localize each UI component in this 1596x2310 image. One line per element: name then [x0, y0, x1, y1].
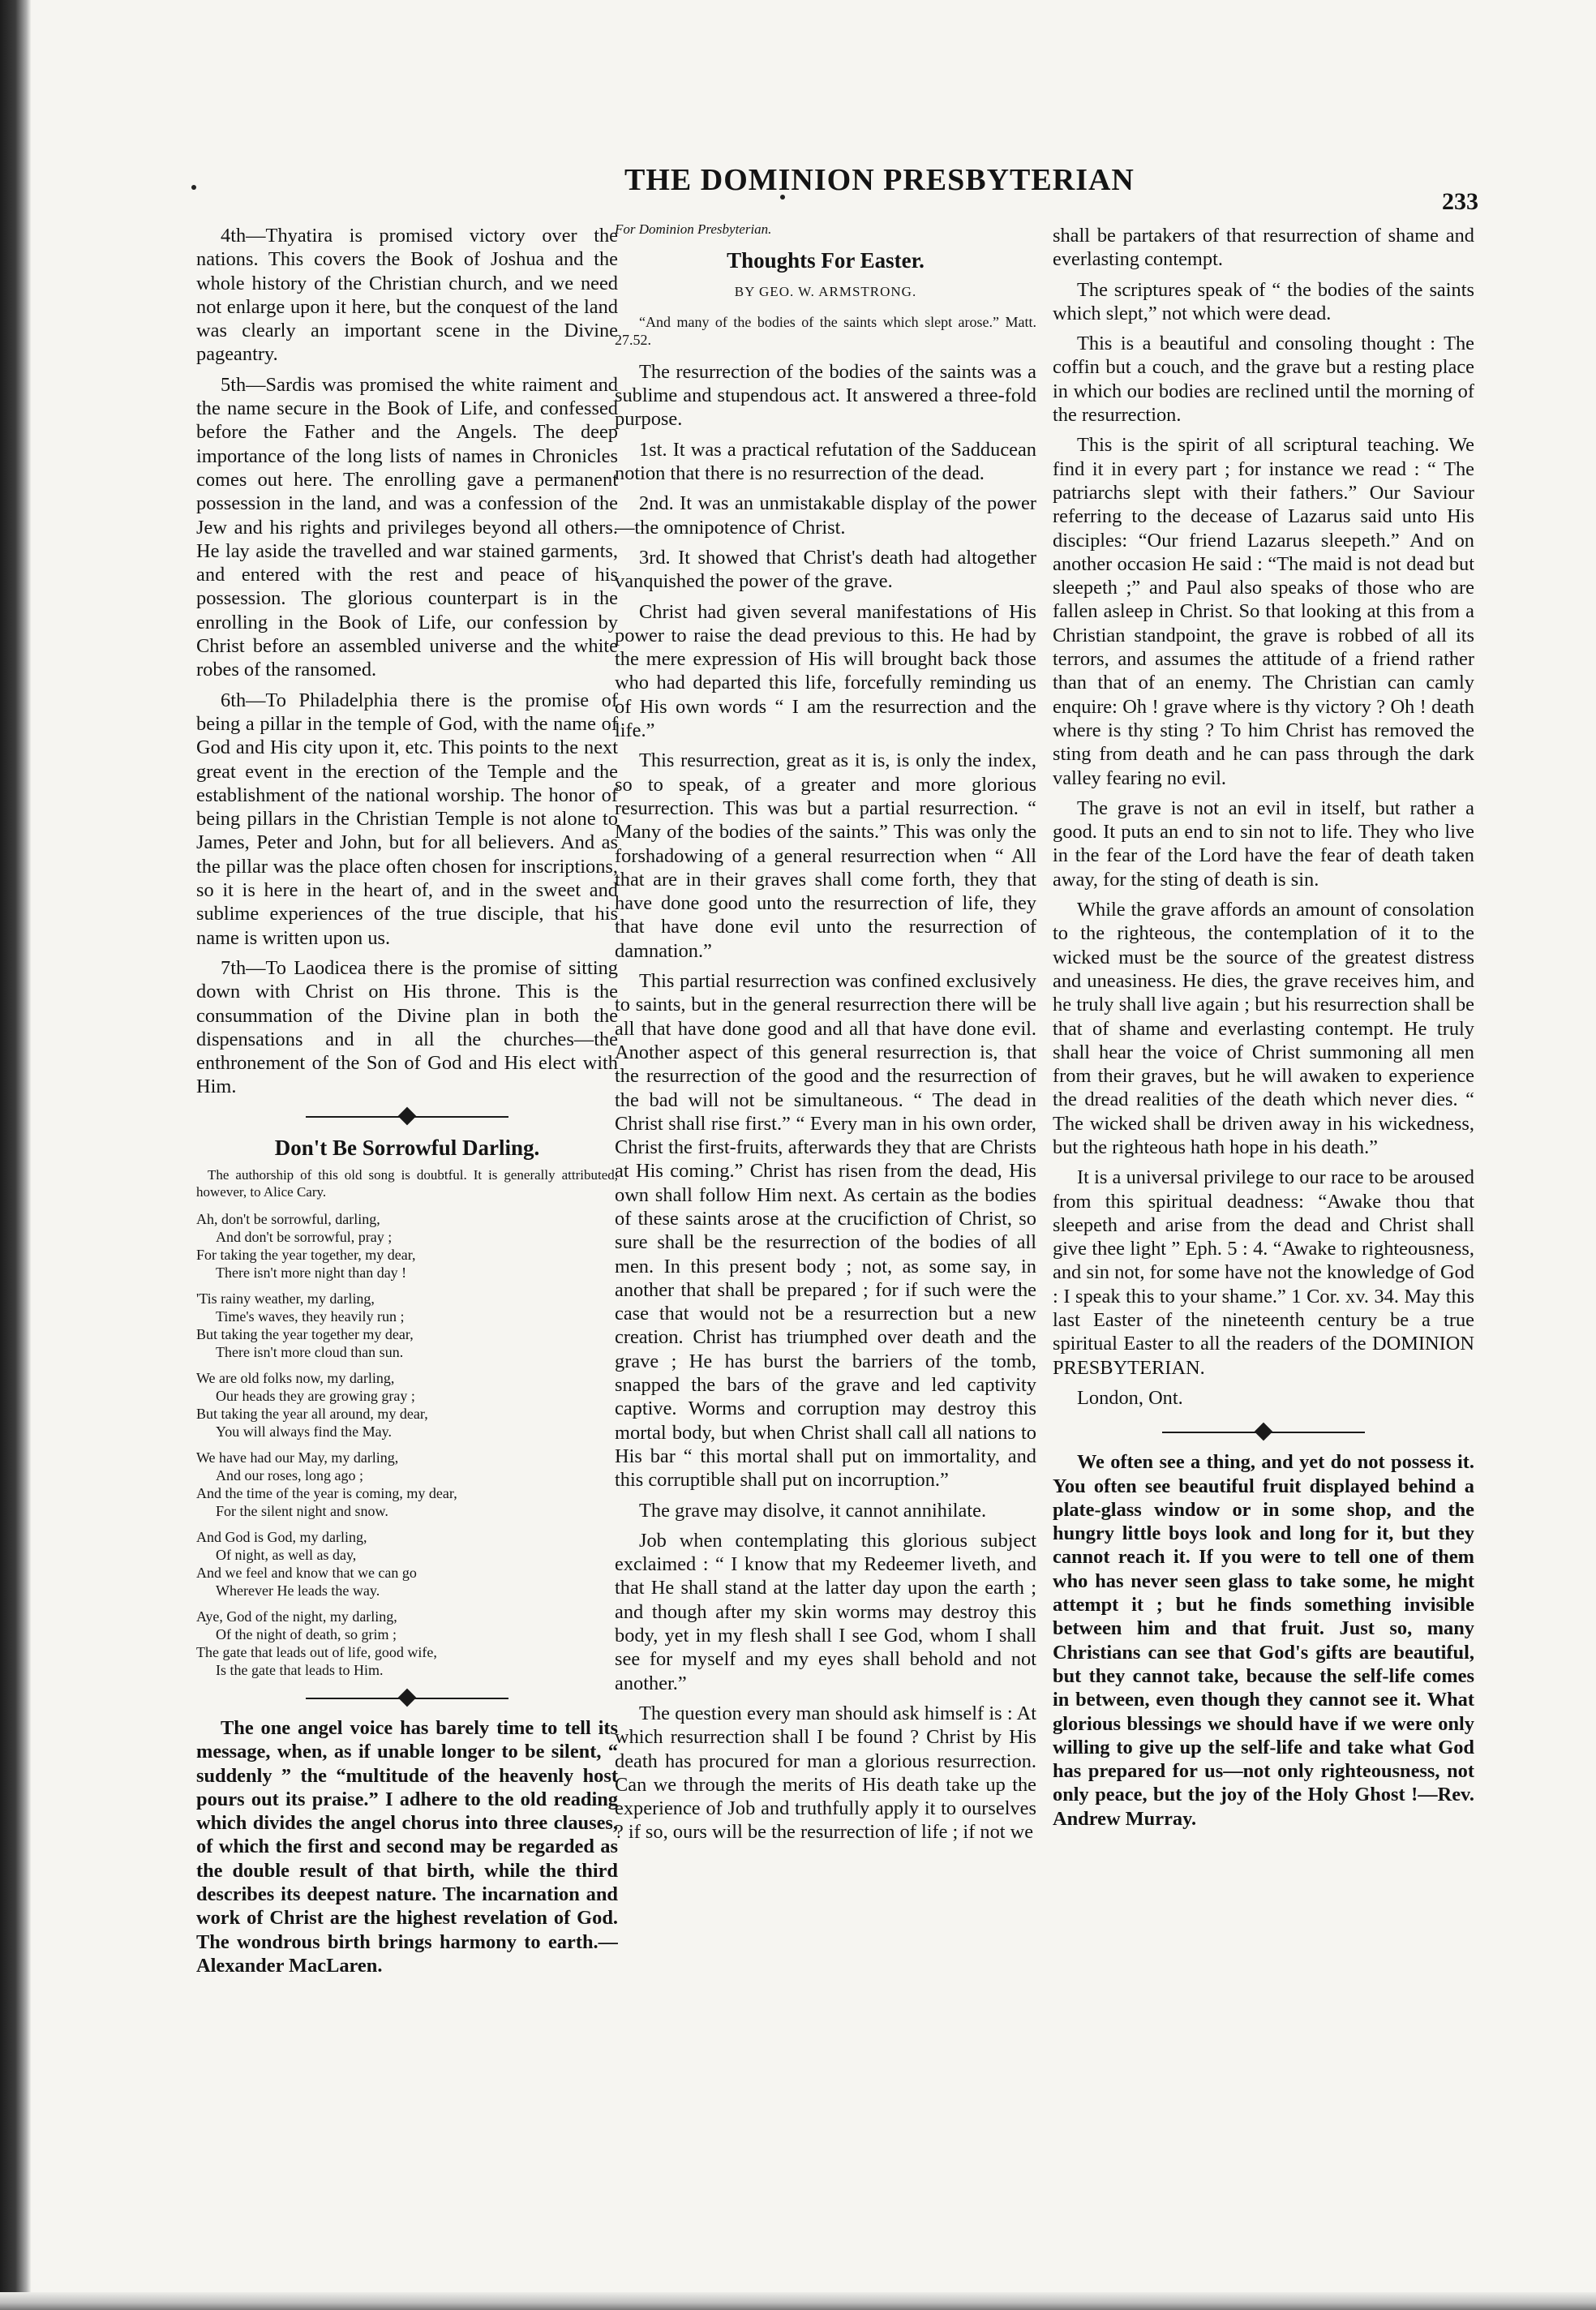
poem-line: For taking the year together, my dear,	[196, 1246, 416, 1263]
poem-stanza	[196, 1369, 618, 1441]
article-title: Thoughts For Easter.	[727, 248, 925, 273]
page-number: 233	[1442, 188, 1478, 215]
article-paragraph: This partial resurrection was confined exclusively to saints, but in the general resurrection there will be all that have done good and all that have done evil. Another aspect of this general resurrection is, that the resurrection of the good and the resurrection of the bad will not be simultaneous. “ The dead in Christ shall rise first.” “ Every man in his own order, Christ the first-fruits, afterwards they that are Christs at His coming.” Christ has risen from the dead, His own shall follow Him next. As certain as the bodies of these saints arose at the crucifiction of Christ, so sure shall be the resurrection of the bodies of all men. In this present body ; not, as some say, in another that shall be prepared ; for if such were the case that would not be a resurrection but a new creation. Christ has triumphed over death and the grave ; He has burst the barriers of the tomb, snapped the bars of the grave and led captivity captive. Worms and corruption may destroy this mortal body, but when Christ shall call all nations to His bar “ this mortal shall put on immortality, and this corruptible shall put on incorruption.”	[615, 970, 1036, 1492]
poem-line: The gate that leads out of life, good wife,	[196, 1643, 437, 1660]
article-paragraph: The scriptures speak of “ the bodies of the saints which slept,” not which were dead.	[1053, 278, 1474, 324]
article-paragraph: shall be partakers of that resurrection of shame and everlasting contempt.	[1053, 225, 1474, 271]
divider-diamond	[1255, 1423, 1273, 1441]
article-byline: BY GEO. W. ARMSTRONG.	[734, 283, 917, 299]
article-paragraph: It is a universal privilege to our race to be aroused from this spiritual deadness: “Awake thou that sleepeth and arise from the dead and Christ shall give thee light ” Eph. 5 : 4. “Awake to righteousness, and sin not, for some have not the knowledge of God : I speak this to your shame.” 1 Cor. xv. 34. May this last Easter of the nineteenth century be a true spiritual Easter to all the readers of the DOMINION PRESBYTERIAN.	[1053, 1166, 1474, 1379]
paragraph-sardis: 5th—Sardis was promised the white raiment and the name secure in the Book of Life, and confessed before the Father and the Angels. The deep importance of the long lists of names in Chronicles comes out here. The enrolling gave a permanent possession in the land, and was a confession of the Jew and his rights and privileges beyond all others. He lay aside the travelled and war stained garments, and entered with the rest and peace of his possession. The glorious counterpart is in the enrolling in the Book of Life, our confession by Christ before an assembled universe and the white robes of the ransomed.	[196, 373, 618, 681]
poem-line: We are old folks now, my darling,	[196, 1369, 395, 1386]
paragraph-thyatira: 4th—Thyatira is promised victory over the nations. This covers the Book of Joshua and the whole history of the Christian church, and we need not enlarge upon it here, but the conquest of the land was clearly an important scene in the Divine pageantry.	[196, 225, 618, 366]
section-divider	[306, 1106, 508, 1128]
article-paragraph: The resurrection of the bodies of the saints was a sublime and stupendous act. It answered a three-fold purpose.	[615, 360, 1036, 431]
paragraph-laodicea: 7th—To Laodicea there is the promise of sitting down with Christ on His throne. This is the consummation of the Divine plan in both the dispensations and in all the churches—the enthronement of the Son of God and His elect with Him.	[196, 956, 618, 1098]
poem-stanza	[196, 1608, 618, 1679]
poem-line: Of night, as well as day,	[216, 1546, 357, 1563]
paragraph-philadelphia: 6th—To Philadelphia there is the promise of being a pillar in the temple of God, with the name of God and His city upon it, etc. This points to the next great event in the erection of the Temple and the establishment of the national worship. The honor of being pillars in the Christian Temple is not alone to James, Peter and John, but for all believers. And as the pillar was the place often chosen for inscriptions, so it is here in the heart of, and in the sweet and sublime experiences of the true disciple, that his name is written upon us.	[196, 689, 618, 949]
article-paragraph: The question every man should ask himself is : At which resurrection shall I be found ? Christ by His death has procured for man a glorious resurrection. Can we through the merits of His death take up the experience of Job and truthfully apply it to ourselves ? if so, ours will be the resurrection of life ; if not we	[615, 1702, 1036, 1844]
poem-line: And God is God, my darling,	[196, 1528, 367, 1545]
article-signoff: London, Ont.	[1077, 1386, 1183, 1409]
poem-line: And we feel and know that we can go	[196, 1564, 417, 1581]
article-paragraph: While the grave affords an amount of consolation to the righteous, the contemplation of it to the wicked must be the source of the greatest distress and uneasiness. He dies, the grave receives him, and he truly shall live again ; but his resurrection shall be that of shame and everlasting contempt. He truly shall hear the voice of Christ summoning all men from their graves, but he will awaken to experience the dread realities of the death which never dies. “ The wicked shall be driven away in his wickedness, but the righteous hath hope in his death.”	[1053, 899, 1474, 1158]
article-paragraph: This is the spirit of all scriptural teaching. We find it in every part ; for instance we read : “ The patriarchs slept with their fathers.” Our Saviour referring to the decease of Lazarus said unto His disciples: “Our friend Lazarus sleepeth.” And on another occasion He said : “The maid is not dead but sleepeth ;” and Paul also speaks of those who are fallen asleep in Christ. So that looking at this from a Christian standpoint, the grave is robbed of all its terrors, and assumes the attitude of a friend rather than that of an enemy. The Christian can camly enquire: Oh ! grave where is thy victory ? Oh ! death where is thy sting ? To him Christ has removed the sting from death and he can pass through the dark valley fearing no evil.	[1053, 434, 1474, 789]
poem-note: The authorship of this old song is doubtful. It is generally attributed, however, to Alice Cary.	[196, 1166, 618, 1200]
poem-line: There isn't more night than day !	[216, 1264, 407, 1281]
divider-diamond	[398, 1689, 417, 1707]
maclaren-paragraph: The one angel voice has barely time to tell its message, when, as if unable longer to be silent, “ suddenly ” the “multitude of the heavenly host pours out its praise.” I adhere to the old reading which divides the angel chorus into three clauses, of which the first and second may be regarded as the double result of that birth, while the third describes its deepest nature. The incarnation and work of Christ are the highest revelation of God. The wondrous birth brings harmony to earth.—Alexander MacLaren.	[196, 1716, 618, 1977]
article-paragraph: The grave is not an evil in itself, but rather a good. It puts an end to sin not to life. They who live in the fear of the Lord have the fear of death taken away, for the sting of death is sin.	[1053, 796, 1474, 891]
column-3	[1053, 217, 1474, 2188]
article-paragraph: This is a beautiful and consoling thought : The coffin but a couch, and the grave but a resting place in which our bodies are reclined until the morning of the resurrection.	[1053, 333, 1474, 427]
page-binding-edge	[0, 0, 31, 2310]
poem-line: Time's waves, they heavily run ;	[216, 1307, 405, 1325]
poem-line: Our heads they are growing gray ;	[216, 1387, 415, 1404]
section-divider	[306, 1687, 508, 1710]
scripture-quote: “And many of the bodies of the saints which slept arose.” Matt. 27.52.	[615, 313, 1036, 348]
article-paragraph: The grave may disolve, it cannot annihilate.	[639, 1499, 987, 1522]
masthead: THE DOMINION PRESBYTERIAN	[624, 163, 1135, 197]
section-divider	[1162, 1421, 1365, 1444]
poem-stanza	[196, 1528, 618, 1599]
poem-line: We have had our May, my darling,	[196, 1449, 399, 1466]
article-credit: For Dominion Presbyterian.	[615, 221, 772, 237]
poem-line: And the time of the year is coming, my dear,	[196, 1484, 457, 1501]
page-bottom-edge	[0, 2292, 1596, 2310]
poem-line: You will always find the May.	[216, 1423, 392, 1440]
poem-line: And our roses, long ago ;	[216, 1466, 363, 1483]
poem-line: Wherever He leads the way.	[216, 1582, 380, 1599]
poem-line: Is the gate that leads to Him.	[216, 1661, 384, 1678]
poem-stanza	[196, 1449, 618, 1520]
column-1	[196, 217, 618, 2188]
poem-line: There isn't more cloud than sun.	[216, 1343, 404, 1360]
article-paragraph: 1st. It was a practical refutation of the Sadducean notion that there is no resurrection of the dead.	[615, 438, 1036, 485]
poem-line: Ah, don't be sorrowful, darling,	[196, 1210, 380, 1227]
poem-line: 'Tis rainy weather, my darling,	[196, 1290, 375, 1307]
print-speck	[191, 185, 196, 190]
article-paragraph: 2nd. It was an unmistakable display of the power—the omnipotence of Christ.	[615, 492, 1036, 539]
poem-line: Of the night of death, so grim ;	[216, 1625, 397, 1642]
poem-line: But taking the year all around, my dear,	[196, 1405, 428, 1422]
article-paragraph: This resurrection, great as it is, is only the index, so to speak, of a greater and more glorious resurrection. This was but a partial resurrection. “ Many of the bodies of the saints.” This was only the forshadowing of a general resurrection when “ All that are in their graves shall come forth, they that have done good unto the resurrection of life, they that have done evil unto the resurrection of damnation.”	[615, 749, 1036, 962]
poem-line: Aye, God of the night, my darling,	[196, 1608, 397, 1625]
article-paragraph: Job when contemplating this glorious subject exclaimed : “ I know that my Redeemer liveth, and that He shall stand at the latter day upon the earth ; and though after my skin worms may destroy this body, yet in my flesh shall I see God, whom I shall see for myself and my eyes shall behold and not another.”	[615, 1529, 1036, 1694]
poem-stanza	[196, 1210, 618, 1282]
poem-stanza	[196, 1290, 618, 1361]
murray-paragraph: We often see a thing, and yet do not possess it. You often see beautiful fruit displayed behind a plate-glass window or in some shop, and the hungry little boys look and long for it, but they cannot reach it. If you were to tell one of them who has never seen glass to take some, he might attempt it ; but he finds something invisible between him and that fruit. Just so, many Christians can see that God's gifts are beautiful, but they cannot take, because the self-life comes in between, even though they cannot see it. What glorious blessings we should have if we were only willing to give up the self-life and take what God has prepared for us—not only righteousness, not only peace, but the joy of the Holy Ghost !—Rev. Andrew Murray.	[1053, 1451, 1474, 1830]
article-paragraph: 3rd. It showed that Christ's death had altogether vanquished the power of the grave.	[615, 546, 1036, 593]
poem-line: For the silent night and snow.	[216, 1502, 388, 1519]
article-paragraph: Christ had given several manifestations of His power to raise the dead previous to this. He had by the mere expression of His will brought back those who had departed this life, forcefully reminding us of His own words “ I am the resurrection and the life.”	[615, 600, 1036, 742]
column-2	[615, 217, 1036, 2188]
poem-title: Don't Be Sorrowful Darling.	[274, 1135, 540, 1160]
poem-line: And don't be sorrowful, pray ;	[216, 1228, 393, 1245]
poem-line: But taking the year together my dear,	[196, 1325, 414, 1342]
divider-diamond	[398, 1106, 417, 1125]
